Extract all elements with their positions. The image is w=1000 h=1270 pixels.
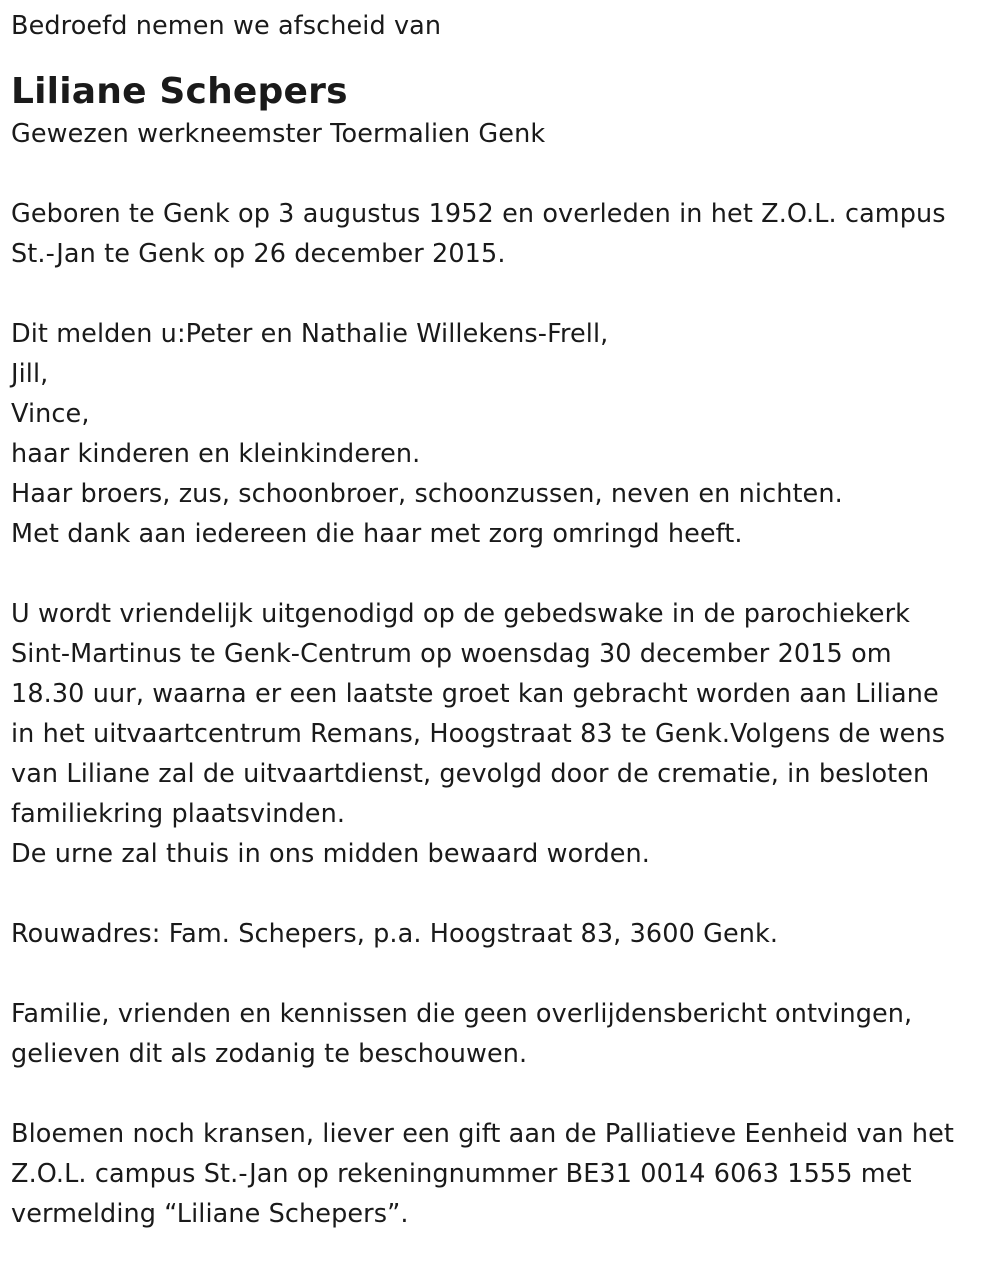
paragraph-line: gelieven dit als zodanig te beschouwen. (11, 1039, 528, 1069)
intro-text: Bedroefd nemen we afscheid van (11, 11, 442, 41)
notice-paragraph (11, 994, 1000, 1074)
spacer (11, 874, 1000, 914)
spacer (11, 154, 1000, 194)
paragraph-line: in het uitvaartcentrum Remans, Hoogstraat 83 te Genk.Volgens de wens (11, 719, 946, 749)
paragraph-line: Vince, (11, 399, 90, 429)
paragraph-line: De urne zal thuis in ons midden bewaard worden. (11, 839, 650, 869)
paragraph-line: Sint-Martinus te Genk-Centrum op woensdag 30 december 2015 om (11, 639, 892, 669)
spacer (11, 274, 1000, 314)
paragraph-line: familiekring plaatsvinden. (11, 799, 346, 829)
paragraph-line: U wordt vriendelijk uitgenodigd op de gebedswake in de parochiekerk (11, 599, 911, 629)
spacer (11, 1074, 1000, 1114)
paragraph-line: Haar broers, zus, schoonbroer, schoonzussen, neven en nichten. (11, 479, 843, 509)
deceased-name: Liliane Schepers (11, 71, 348, 112)
paragraph-line: van Liliane zal de uitvaartdienst, gevolgd door de crematie, in besloten (11, 759, 930, 789)
invitation-paragraph (11, 594, 1000, 874)
birth-death-paragraph (11, 194, 1000, 274)
paragraph-line: Jill, (11, 359, 49, 389)
mourning-address: Rouwadres: Fam. Schepers, p.a. Hoogstraat 83, 3600 Genk. (11, 919, 779, 949)
paragraph-line: Met dank aan iedereen die haar met zorg omringd heeft. (11, 519, 743, 549)
paragraph-line: Bloemen noch kransen, liever een gift aan de Palliatieve Eenheid van het (11, 1119, 954, 1149)
flowers-paragraph (11, 1114, 1000, 1234)
deceased-subtitle: Gewezen werkneemster Toermalien Genk (11, 119, 546, 149)
paragraph-line: haar kinderen en kleinkinderen. (11, 439, 421, 469)
paragraph-line: St.-Jan te Genk op 26 december 2015. (11, 239, 506, 269)
paragraph-line: Geboren te Genk op 3 augustus 1952 en overleden in het Z.O.L. campus (11, 199, 946, 229)
paragraph-line: vermelding “Liliane Schepers”. (11, 1199, 409, 1229)
paragraph-line: Dit melden u:Peter en Nathalie Willekens-Frell, (11, 319, 609, 349)
paragraph-line: Familie, vrienden en kennissen die geen overlijdensbericht ontvingen, (11, 999, 913, 1029)
paragraph-line: Z.O.L. campus St.-Jan op rekeningnummer BE31 0014 6063 1555 met (11, 1159, 912, 1189)
spacer (11, 954, 1000, 994)
spacer (11, 554, 1000, 594)
paragraph-line: 18.30 uur, waarna er een laatste groet kan gebracht worden aan Liliane (11, 679, 939, 709)
announcers-paragraph (11, 314, 1000, 554)
